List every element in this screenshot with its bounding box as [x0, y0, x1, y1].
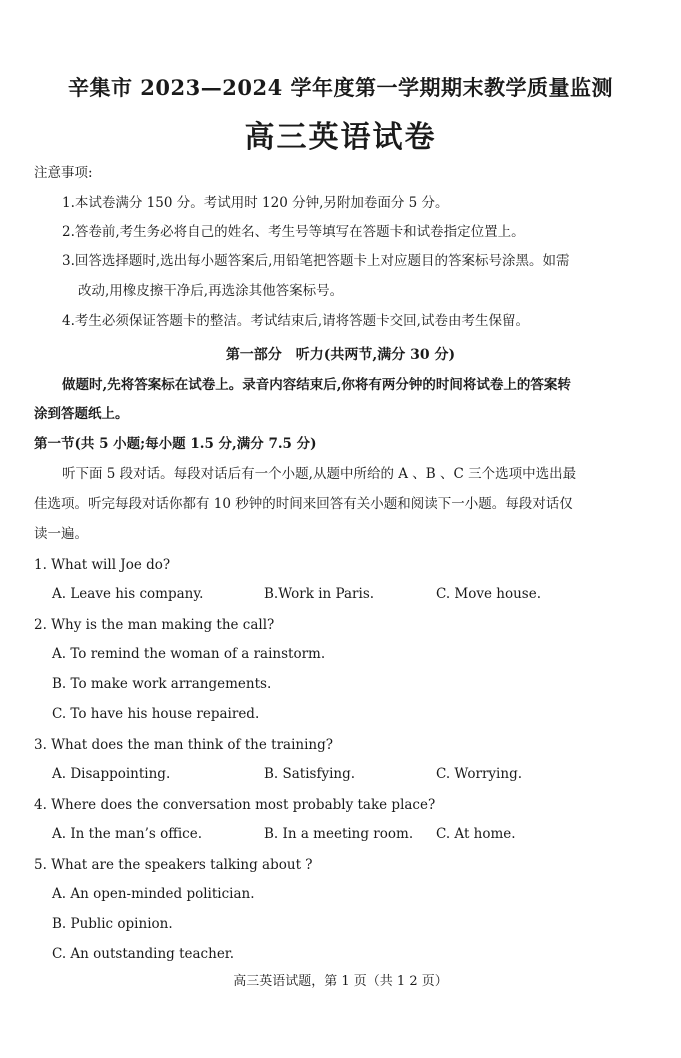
q3-option-a: A. Disappointing. [52, 766, 171, 782]
question-1: 1. What will Joe do? [34, 557, 171, 573]
q1-option-a: A. Leave his company. [52, 586, 204, 602]
part1-instruction-2: 涂到答题纸上。 [34, 406, 129, 422]
q4-option-a: A. In the man’s office. [52, 826, 202, 842]
part1-instruction-1: 做题时,先将答案标在试卷上。录音内容结束后,你将有两分钟的时间将试卷上的答案转 [62, 377, 571, 393]
section1-heading: 第一节(共 5 小题;每小题 1.5 分,满分 7.5 分) [34, 436, 317, 452]
q5-option-b: B. Public opinion. [52, 916, 173, 932]
page-footer: 高三英语试题，第 1 页（共 1 2 页） [233, 974, 448, 989]
notice-item-2: 2.答卷前,考生务必将自己的姓名、考生号等填写在答题卡和试卷指定位置上。 [62, 224, 525, 240]
question-2: 2. Why is the man making the call? [34, 617, 275, 633]
question-5: 5. What are the speakers talking about ? [34, 857, 313, 873]
question-3: 3. What does the man think of the training? [34, 737, 333, 753]
q3-option-b: B. Satisfying. [264, 766, 356, 782]
notice-item-3: 3.回答选择题时,选出每小题答案后,用铅笔把答题卡上对应题目的答案标号涂黑。如需 [62, 253, 570, 269]
section1-directions-1: 听下面 5 段对话。每段对话后有一个小题,从题中所给的 A 、B 、C 三个选项中选出最 [62, 466, 577, 482]
q5-option-a: A. An open-minded politician. [52, 886, 255, 902]
q1-option-c: C. Move house. [436, 586, 542, 602]
q4-option-b: B. In a meeting room. [264, 826, 414, 842]
exam-title: 辛集市 2023—2024 学年度第一学期期末教学质量监测 [67, 75, 613, 100]
q2-option-a: A. To remind the woman of a rainstorm. [52, 646, 326, 662]
part1-heading: 第一部分 听力(共两节,满分 30 分) [225, 347, 456, 363]
q2-option-b: B. To make work arrangements. [52, 676, 272, 692]
section1-directions-2: 佳选项。听完每段对话你都有 10 秒钟的时间来回答有关小题和阅读下一小题。每段对话仅 [34, 496, 573, 512]
q1-option-b: B.Work in Paris. [264, 586, 375, 602]
q3-option-c: C. Worrying. [436, 766, 522, 782]
notice-label: 注意事项: [34, 165, 93, 181]
question-4: 4. Where does the conversation most probably take place? [34, 797, 436, 813]
q5-option-c: C. An outstanding teacher. [52, 946, 235, 962]
notice-item-4: 4.考生必须保证答题卡的整洁。考试结束后,请将答题卡交回,试卷由考生保留。 [62, 313, 529, 329]
q2-option-c: C. To have his house repaired. [52, 706, 260, 722]
exam-subtitle: 高三英语试卷 [244, 120, 437, 155]
notice-item-3-cont: 改动,用橡皮擦干净后,再选涂其他答案标号。 [78, 283, 344, 299]
q4-option-c: C. At home. [436, 826, 516, 842]
section1-directions-3: 读一遍。 [34, 526, 88, 542]
notice-item-1: 1.本试卷满分 150 分。考试用时 120 分钟,另附加卷面分 5 分。 [62, 195, 449, 211]
